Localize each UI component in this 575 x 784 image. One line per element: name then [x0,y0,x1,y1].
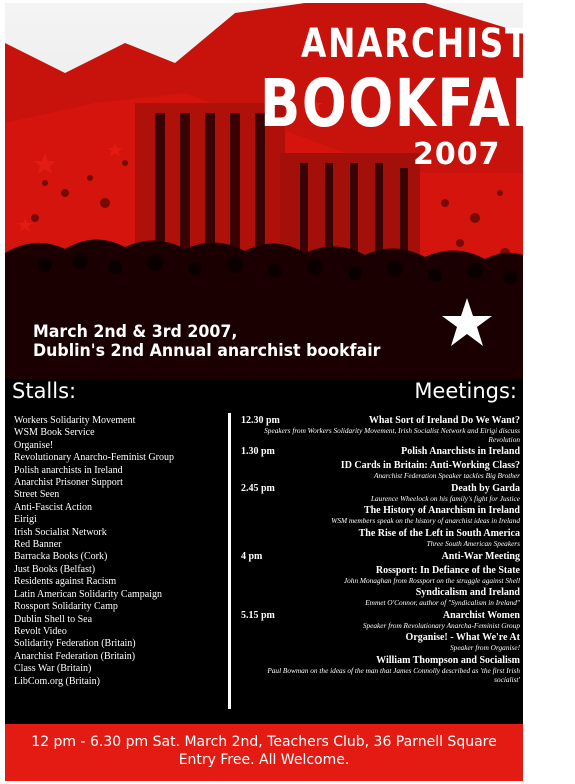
poster [5,3,575,781]
dates-line-1: March 2nd & 3rd 2007, [33,322,238,342]
talk-subtitle: Anarchist Federation Speaker tackles Big Brother [374,471,520,481]
talk-subtitle: WSM members speak on the history of anarchist ideas in Ireland [331,516,520,526]
talk-title: The Rise of the Left in South America [358,527,520,539]
meeting-talk [241,446,520,458]
stall-item: WSM Book Service [14,427,95,439]
stall-item: Anarchist Prisoner Support [14,477,123,489]
meeting-talk [241,528,520,549]
talk-subtitle: Emmet O'Connor, author of "Syndicalism in Ireland" [365,598,520,608]
stalls-list [14,415,226,688]
meeting-time: 5.15 pm [241,609,275,621]
talk-title: William Thompson and Socialism [376,654,520,666]
meeting-talk [241,505,520,526]
stall-item: Anarchist Federation (Britain) [14,650,136,662]
stall-item: Barracka Books (Cork) [14,551,108,563]
meeting-slot [241,483,520,549]
meeting-time: 4 pm [241,550,263,562]
stall-item: Revolt Video [14,625,67,637]
stall-item: Revolutionary Anarcho-Feminist Group [14,452,174,464]
meeting-talk [241,415,520,444]
meeting-slot [241,551,520,608]
stall-item: Irish Socialist Network [14,526,107,538]
talk-subtitle: Speaker from Revolutionary Anarcha-Feminist Group [362,620,520,630]
stalls-heading: Stalls: [12,379,77,403]
talk-subtitle: Three South American Speakers [426,538,520,548]
event-dates [33,323,407,361]
column-divider [228,413,231,709]
stall-item: Rossport Solidarity Camp [14,601,118,613]
meetings-schedule [241,415,520,686]
stall-item: Street Seen [14,489,60,501]
title-year: 2007 [413,137,501,172]
talk-subtitle: John Monaghan from Rossport on the struggle against Shell [343,575,520,585]
talk-title: Death by Garda [451,482,520,494]
talk-title: Rossport: In Defiance of the State [375,564,520,576]
talk-title: Anti-War Meeting [441,550,520,562]
meeting-slot [241,415,520,444]
stall-item: Just Books (Belfast) [14,563,96,575]
meeting-talk [241,551,520,563]
footer-banner [5,724,523,781]
hero-artwork [5,3,575,379]
stall-item: Red Banner [14,539,62,551]
footer-venue: 12 pm - 6.30 pm Sat. March 2nd, Teachers Club, 36 Parnell Square [31,734,497,750]
footer-entry: Entry Free. All Welcome. [178,752,350,768]
stall-item: Polish anarchists in Ireland [14,464,123,476]
stall-item: Dublin Shell to Sea [14,613,93,625]
talk-title: ID Cards in Britain: Anti-Working Class? [340,460,520,472]
talk-subtitle: Speaker from Organise! [450,643,520,653]
dates-line-2: Dublin's 2nd Annual anarchist bookfair [33,341,381,361]
talk-title: What Sort of Ireland Do We Want? [368,415,520,426]
meeting-talk [241,587,520,608]
talk-subtitle: Speakers from Workers Solidarity Movement, Irish Socialist Network and Eirigi discuss Revolution [264,426,520,444]
talk-title: The History of Anarchism in Ireland [363,505,520,517]
meeting-time: 2.45 pm [241,482,275,494]
talk-title: Organise! - What We're At [405,632,520,644]
stall-item: Latin American Solidarity Campaign [14,588,163,600]
meeting-talk [241,565,520,586]
meeting-time: 12.30 pm [241,415,280,426]
talk-title: Syndicalism and Ireland [415,587,520,599]
talk-title: Polish Anarchists in Ireland [401,446,520,458]
meeting-slot [241,446,520,481]
stall-item: LibCom.org (Britain) [14,675,100,687]
stall-item: Solidarity Federation (Britain) [14,638,136,650]
stall-item: Anti-Fascist Action [14,501,93,513]
talk-subtitle: Paul Bowman on the ideas of the man that James Connolly described as 'the first Irish socialist' [267,665,520,684]
talk-subtitle: Laurence Wheelock on his family's fight for Justice [370,493,520,503]
meeting-slot [241,610,520,684]
meeting-talk [241,610,520,631]
stall-item: Workers Solidarity Movement [14,415,136,426]
meeting-talk [241,483,520,504]
meetings-heading: Meetings: [414,379,517,403]
stall-item: Organise! [14,439,54,451]
meeting-talk [241,655,520,684]
stall-item: Eirigi [14,514,37,526]
meeting-talk [241,460,520,481]
stall-item: Class War (Britain) [14,663,92,675]
meeting-talk [241,632,520,653]
title-anarchist: ANARCHIST [301,21,529,67]
stall-item: Residents against Racism [14,576,117,588]
talk-title: Anarchist Women [442,609,520,621]
title-bookfair: BOOKFAIR [260,65,575,142]
meeting-time: 1.30 pm [241,446,275,458]
